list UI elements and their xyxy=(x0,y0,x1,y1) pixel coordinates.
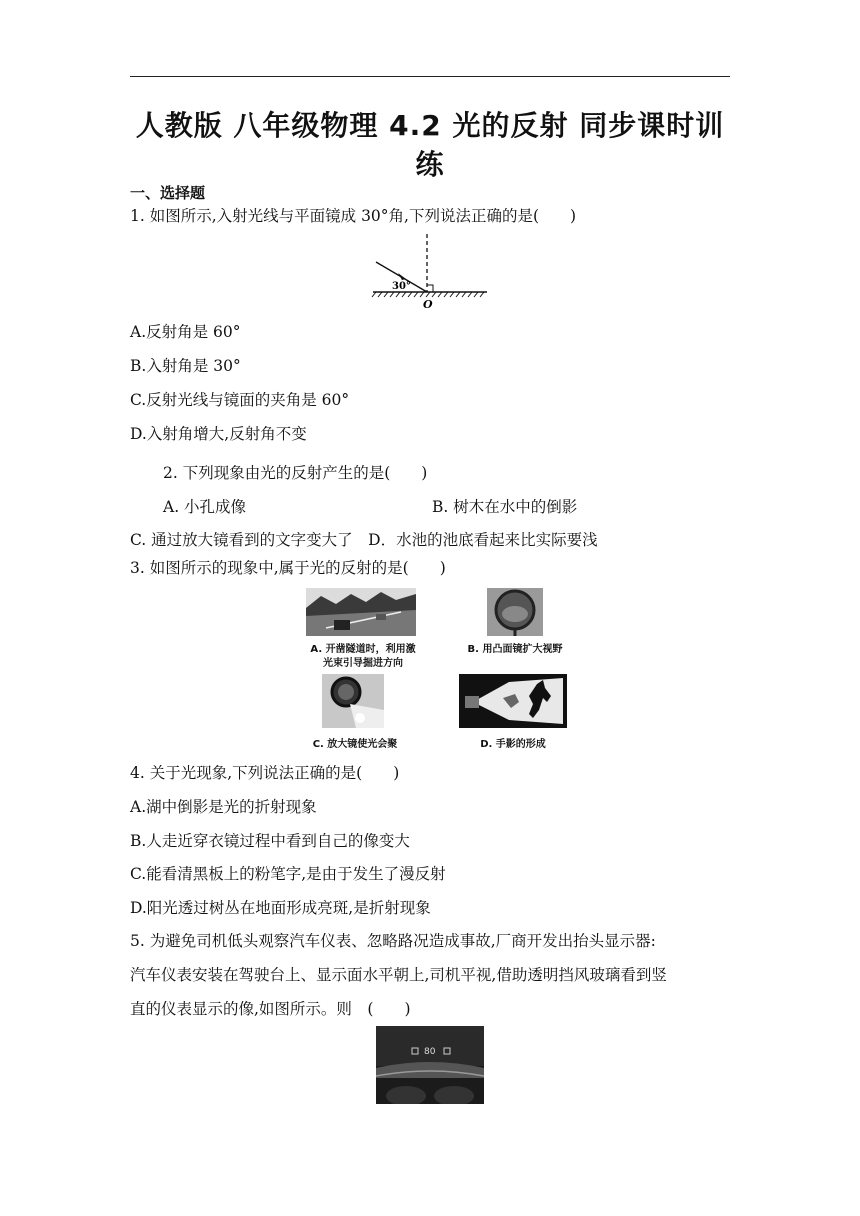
question-5-line3: 直的仪表显示的像,如图所示。则 ( ) xyxy=(130,1000,411,1018)
section-heading: 一、选择题 xyxy=(130,184,206,202)
convex-mirror-image xyxy=(487,588,543,636)
q4-option-c: C.能看清黑板上的粉笔字,是由于发生了漫反射 xyxy=(130,865,446,883)
q2-option-b: B. 树木在水中的倒影 xyxy=(432,498,578,516)
question-4-stem: 4. 关于光现象,下列说法正确的是( ) xyxy=(130,764,400,782)
figure-a-caption-line2: 光束引导掘进方向 xyxy=(323,658,403,669)
arrow-icon xyxy=(398,273,406,280)
question-5-line2: 汽车仪表安装在驾驶台上、显示面水平朝上,司机平视,借助透明挡风玻璃看到竖 xyxy=(130,966,667,984)
angle-label: 30° xyxy=(392,281,411,292)
q4-option-b: B.人走近穿衣镜过程中看到自己的像变大 xyxy=(130,832,410,850)
question-3-stem: 3. 如图所示的现象中,属于光的反射的是( ) xyxy=(130,559,446,577)
right-angle-mark xyxy=(427,285,433,292)
question-1-stem: 1. 如图所示,入射光线与平面镜成 30°角,下列说法正确的是( ) xyxy=(130,207,577,225)
header-rule xyxy=(130,76,730,77)
hud-speed-readout: 80 xyxy=(424,1047,436,1057)
q1-option-b: B.入射角是 30° xyxy=(130,357,241,375)
figure-a-caption-line1: A. 开凿隧道时，利用激 xyxy=(310,644,416,655)
q1-option-c: C.反射光线与镜面的夹角是 60° xyxy=(130,391,350,409)
question-5-line1: 5. 为避免司机低头观察汽车仪表、忽略路况造成事故,厂商开发出抬头显示器: xyxy=(130,932,656,950)
point-o-label: O xyxy=(423,298,433,311)
question-2-stem: 2. 下列现象由光的反射产生的是( ) xyxy=(163,464,428,482)
figure-d-caption: D. 手影的形成 xyxy=(480,739,546,750)
figure-b-caption: B. 用凸面镜扩大视野 xyxy=(467,644,563,655)
q1-option-d: D.入射角增大,反射角不变 xyxy=(130,425,307,443)
mirror-reflection-diagram xyxy=(370,232,490,312)
q1-option-a: A.反射角是 60° xyxy=(130,323,241,341)
hand-shadow-image xyxy=(459,674,567,728)
magnifier-image xyxy=(322,674,384,728)
page-title-continued: 练 xyxy=(415,148,445,181)
page-title: 人教版 八年级物理 4.2 光的反射 同步课时训 xyxy=(135,109,725,142)
tunnel-laser-image xyxy=(306,588,416,636)
q4-option-d: D.阳光透过树丛在地面形成亮斑,是折射现象 xyxy=(130,899,431,917)
q2-option-a: A. 小孔成像 xyxy=(163,498,247,516)
q2-options-c-d: C. 通过放大镜看到的文字变大了 D．水池的池底看起来比实际要浅 xyxy=(130,531,598,549)
hud-display-image xyxy=(376,1026,484,1104)
figure-c-caption: C. 放大镜使光会聚 xyxy=(312,739,398,750)
q4-option-a: A.湖中倒影是光的折射现象 xyxy=(130,798,317,816)
